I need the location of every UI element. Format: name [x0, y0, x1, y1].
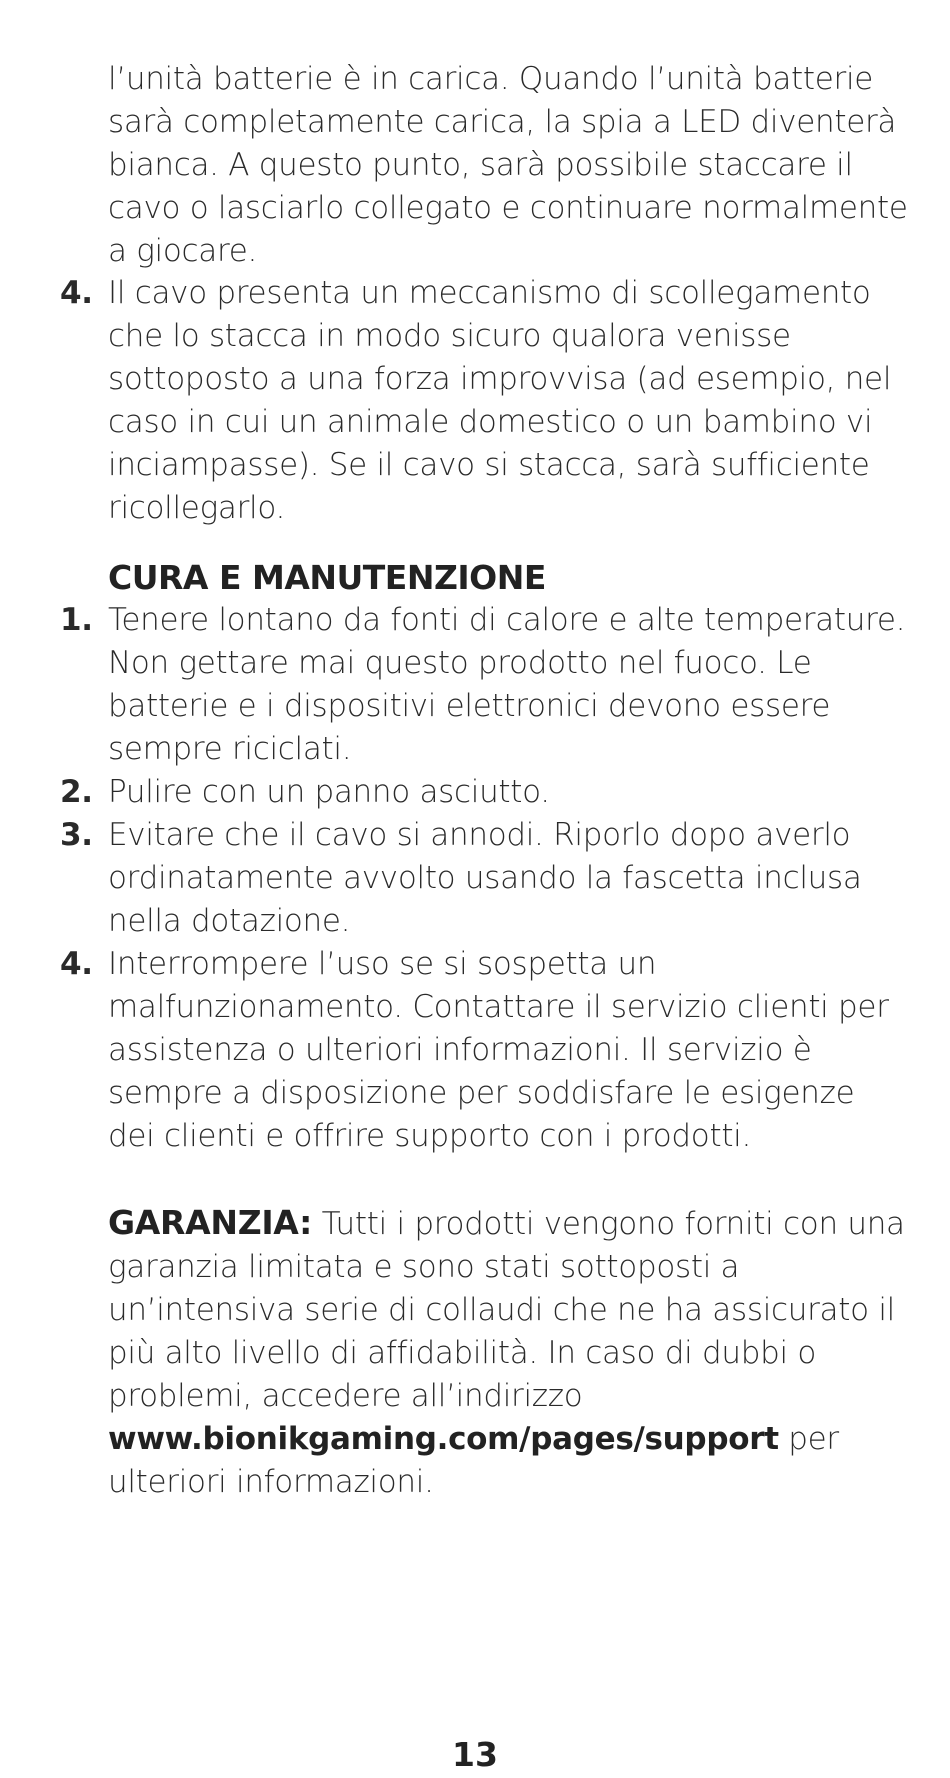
warranty-label: GARANZIA: [108, 1203, 313, 1242]
list-item-number: 2. [60, 774, 93, 810]
list-item-text: Tenere lontano da fonti di calore e alte temperature. Non gettare mai questo prodotto nel fuoco. Le batterie e i dispositivi elettronici devono essere sempre riciclati. [108, 602, 906, 767]
list-item-number: 1. [60, 602, 93, 638]
list-item-number: 3. [60, 817, 93, 853]
list-item-text: Interrompere l’uso se si sospetta un malfunzionamento. Contattare il servizio clienti per assistenza o ulteriori informazioni. Il servizio è sempre a disposizione per soddisfare le esigenze dei clienti e offrire supporto con i prodotti. [108, 946, 889, 1154]
warranty-text-end: per ulteriori informazioni. [108, 1421, 839, 1500]
list-item [60, 599, 908, 771]
list-item [60, 814, 908, 943]
list-item-number: 4. [60, 946, 93, 982]
list-item-text: Pulire con un panno asciutto. [108, 774, 550, 810]
list-item [60, 272, 908, 530]
warranty-text: Tutti i prodotti vengono forniti con una garanzia limitata e sono stati sottoposti a un’intensiva serie di collaudi che ne ha assicurato il più alto livello di affidabilità. In caso di dubbi o problemi, accedere all’indirizzo [108, 1206, 905, 1414]
intro-paragraph: l’unità batterie è in carica. Quando l’unità batterie sarà completamente carica, la spia a LED diventerà bianca. A questo punto, sarà possibile staccare il cavo o lasciarlo collegato e continuare normalmente a giocare. [108, 61, 908, 269]
section-heading-care: CURA E MANUTENZIONE [108, 558, 546, 597]
list-item [60, 771, 908, 814]
list-item [60, 943, 908, 1158]
page-number: 13 [452, 1735, 498, 1774]
list-item-text: Evitare che il cavo si annodi. Riporlo dopo averlo ordinatamente avvolto usando la fascetta inclusa nella dotazione. [108, 817, 862, 939]
support-link[interactable]: www.bionikgaming.com/pages/support [108, 1421, 779, 1457]
list-item-number: 4. [60, 275, 93, 311]
warranty-paragraph [108, 1201, 908, 1504]
list-item-text: Il cavo presenta un meccanismo di scollegamento che lo stacca in modo sicuro qualora venisse sottoposto a una forza improvvisa (ad esempio, nel caso in cui un animale domestico o un bambino vi inciampasse). Se il cavo si stacca, sarà sufficiente ricollegarlo. [108, 275, 892, 526]
